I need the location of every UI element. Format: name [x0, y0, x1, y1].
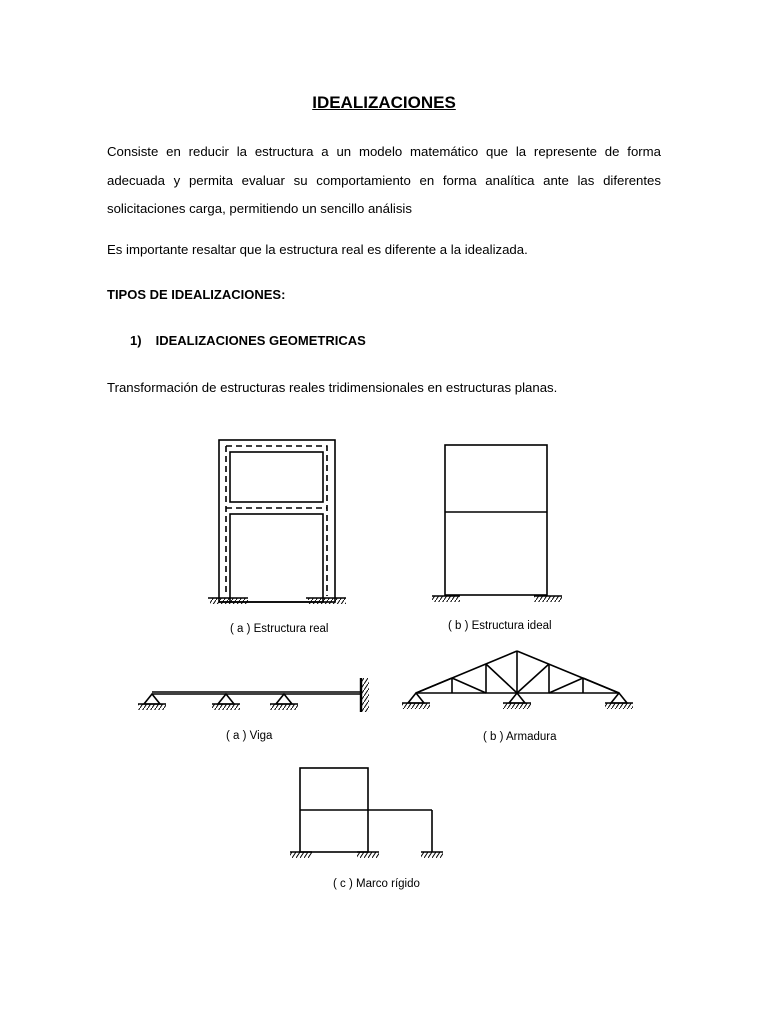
caption-real: ( a ) Estructura real [230, 623, 329, 635]
subsection-number: 1) [130, 333, 142, 348]
caption-ideal: ( b ) Estructura ideal [448, 620, 552, 632]
caption-marco: ( c ) Marco rígido [333, 878, 420, 890]
caption-armadura: ( b ) Armadura [483, 731, 557, 743]
note-paragraph: Es importante resaltar que la estructura real es diferente a la idealizada. [107, 242, 528, 257]
page-title: IDEALIZACIONES [312, 93, 456, 112]
subsection-label: IDEALIZACIONES GEOMETRICAS [155, 333, 366, 348]
ideal-structure-drawing [432, 445, 562, 602]
caption-viga: ( a ) Viga [226, 730, 273, 742]
truss-drawing [402, 651, 633, 709]
rigid-frame-drawing [290, 768, 443, 858]
beam-drawing [138, 678, 369, 712]
intro-paragraph: Consiste en reducir la estructura a un modelo matemático que la represente de forma adecuada y permita evaluar su comportamiento en forma analítica ante las diferentes solicitaciones carga, permitiendo un sencillo análisis [107, 144, 661, 216]
section-heading: TIPOS DE IDEALIZACIONES: [107, 287, 286, 302]
description-paragraph: Transformación de estructuras reales tridimensionales en estructuras planas. [107, 380, 558, 395]
real-structure-drawing [208, 440, 346, 604]
